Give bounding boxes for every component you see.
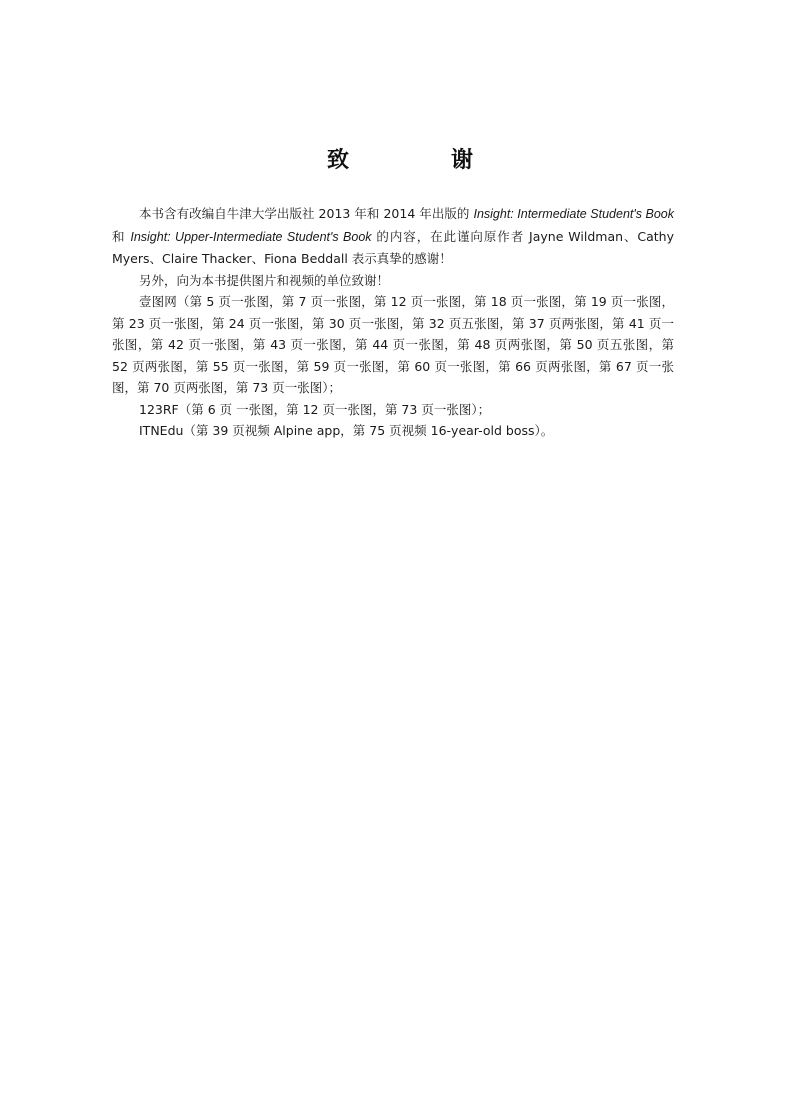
intro-and: 和 <box>112 228 131 244</box>
credit-123rf: 123RF（第 6 页 一张图，第 12 页一张图，第 73 页一张图）； <box>139 401 491 417</box>
page-title: 致 谢 <box>326 148 513 173</box>
acknowledgement-body <box>112 203 674 442</box>
book-title-intermediate: Insight: Intermediate Student's Book <box>473 207 675 221</box>
book-title-upper-intermediate: Insight: Upper-Intermediate Student's Book <box>130 229 372 244</box>
credit-yitu: 壹图网（第 5 页一张图，第 7 页一张图，第 12 页一张图，第 18 页一张图，第 19 页一张图，第 23 页一张图，第 24 页一张图，第 30 页一张图，第 32 页五张图，第 37 页两张图，第 41 页一张图，第 42 页一张图，第 43 页一张图，第 44 页一张图，第 48 页两张图，第 50 页五张图，第 52 页两张图，第 55 页一张图，第 59 页一张图，第 60 页一张图，第 66 页两张图，第 67 页一张图，第 70 页两张图，第 73 页一张图）； <box>112 294 674 395</box>
intro-suffix: 的内容，在此谨向原作者 Jayne Wildman、Cathy Myers、Claire Thacker、Fiona Beddall 表示真挚的感谢！ <box>112 228 674 266</box>
intro-paragraph <box>112 203 674 270</box>
intro-prefix: 本书含有改编自牛津大学出版社 2013 年和 2014 年出版的 <box>139 206 474 221</box>
thanks-paragraph: 另外，向为本书提供图片和视频的单位致谢！ <box>139 272 390 288</box>
credit-itnedu: ITNEdu（第 39 页视频 Alpine app，第 75 页视频 16-year-old boss）。 <box>139 423 554 438</box>
